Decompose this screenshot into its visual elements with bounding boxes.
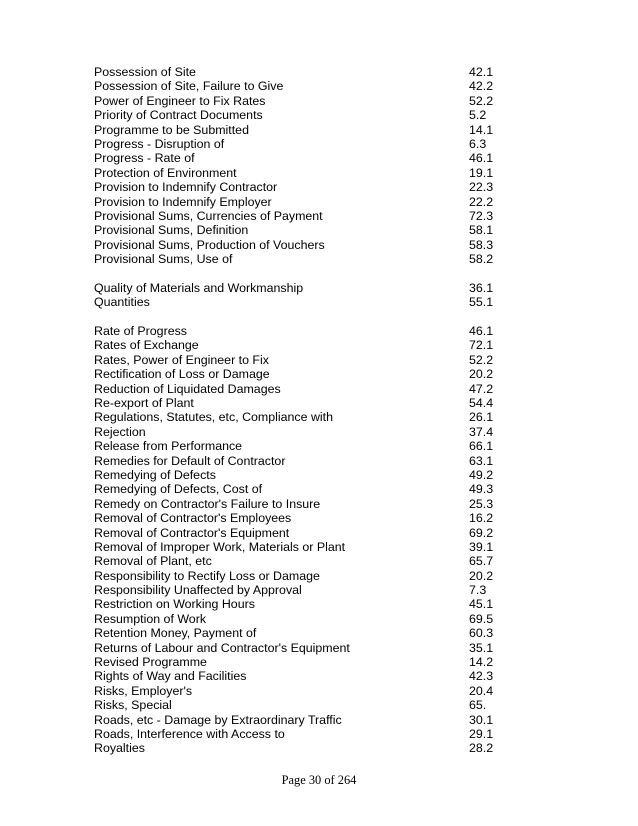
index-entry [94, 597, 504, 611]
clause-reference: 55.1 [469, 295, 494, 310]
clause-reference: 65.7 [469, 554, 494, 569]
index-term: Risks, Special [94, 698, 172, 713]
clause-reference: 46.1 [469, 151, 494, 166]
index-entry [94, 655, 504, 669]
index-entry [94, 526, 504, 540]
index-entry [94, 65, 504, 79]
index-entry [94, 669, 504, 683]
clause-reference: 49.2 [469, 467, 494, 482]
index-entry [94, 641, 504, 655]
index-entry [94, 410, 504, 424]
clause-reference: 37.4 [469, 424, 494, 439]
index-term: Re-export of Plant [94, 395, 194, 410]
index-term: Resumption of Work [94, 611, 207, 626]
index-entry [94, 583, 504, 597]
index-term: Responsibility to Rectify Loss or Damage [94, 568, 320, 583]
index-term: Roads, etc - Damage by Extraordinary Traffic [94, 712, 342, 727]
index-term: Retention Money, Payment of [94, 626, 257, 641]
index-entry [94, 454, 504, 468]
index-term: Quality of Materials and Workmanship [94, 280, 304, 295]
index-entry [94, 281, 504, 295]
clause-reference: 30.1 [469, 712, 494, 727]
index-entry [94, 626, 504, 640]
index-term: Protection of Environment [94, 165, 237, 180]
index-entry [94, 252, 504, 266]
index-entry [94, 353, 504, 367]
index-term: Roads, Interference with Access to [94, 726, 285, 741]
clause-reference: 29.1 [469, 726, 494, 741]
clause-reference: 58.1 [469, 223, 494, 238]
index-term: Remedy on Contractor's Failure to Insure [94, 496, 321, 511]
index-term: Rate of Progress [94, 324, 187, 339]
page-number-footer: Page 30 of 264 [281, 773, 357, 787]
clause-reference: 66.1 [469, 439, 494, 454]
index-entry [94, 209, 504, 223]
index-term: Rejection [94, 424, 146, 439]
index-term: Returns of Labour and Contractor's Equipment [94, 640, 350, 655]
index-term: Possession of Site [94, 65, 196, 79]
index-entry [94, 324, 504, 338]
index-entry [94, 727, 504, 741]
clause-reference: 63.1 [469, 453, 494, 468]
index-term: Remedying of Defects [94, 467, 216, 482]
index-term: Quantities [94, 295, 150, 310]
index-entry [94, 108, 504, 122]
clause-reference: 49.3 [469, 482, 494, 497]
clause-reference: 52.2 [469, 352, 494, 367]
clause-reference: 7.3 [469, 583, 487, 598]
clause-reference: 25.3 [469, 496, 494, 511]
clause-reference: 69.2 [469, 525, 494, 540]
index-term: Reduction of Liquidated Damages [94, 381, 281, 396]
index-entry [94, 569, 504, 583]
index-entry [94, 713, 504, 727]
index-term: Removal of Contractor's Employees [94, 511, 292, 526]
clause-reference: 47.2 [469, 381, 494, 396]
index-entry [94, 195, 504, 209]
clause-reference: 46.1 [469, 324, 494, 339]
index-term: Priority of Contract Documents [94, 108, 263, 123]
index-term: Regulations, Statutes, etc, Compliance with [94, 410, 333, 425]
index-group [94, 281, 504, 310]
clause-reference: 72.3 [469, 208, 494, 223]
index-term: Progress - Disruption of [94, 136, 225, 151]
clause-reference: 26.1 [469, 410, 494, 425]
clause-reference: 20.4 [469, 683, 494, 698]
index-term: Provisional Sums, Use of [94, 252, 233, 267]
clause-reference: 65. [469, 698, 487, 713]
clause-reference: 20.2 [469, 568, 494, 583]
index-entry [94, 482, 504, 496]
clause-reference: 45.1 [469, 597, 494, 612]
clause-reference: 16.2 [469, 511, 494, 526]
index-term: Rectification of Loss or Damage [94, 367, 270, 382]
index-term: Provisional Sums, Definition [94, 223, 249, 238]
index-term: Remedying of Defects, Cost of [94, 482, 263, 497]
index-entry [94, 554, 504, 568]
index-entry [94, 295, 504, 309]
index-term: Removal of Contractor's Equipment [94, 525, 290, 540]
clause-reference: 58.2 [469, 252, 494, 267]
index-term: Provisional Sums, Production of Vouchers [94, 237, 325, 252]
index-entry [94, 511, 504, 525]
clause-reference: 58.3 [469, 237, 494, 252]
index-entry [94, 425, 504, 439]
clause-reference: 52.2 [469, 93, 494, 108]
clause-reference: 22.3 [469, 180, 494, 195]
clause-reference: 35.1 [469, 640, 494, 655]
index-entry [94, 151, 504, 165]
index-term: Rights of Way and Facilities [94, 669, 247, 684]
index-term: Responsibility Unaffected by Approval [94, 583, 302, 598]
index-entry [94, 79, 504, 93]
index-term: Provision to Indemnify Contractor [94, 180, 278, 195]
index-entry [94, 123, 504, 137]
index-entry [94, 468, 504, 482]
index-term: Power of Engineer to Fix Rates [94, 93, 266, 108]
index-term: Royalties [94, 741, 145, 756]
index-group [94, 65, 504, 266]
index-entry [94, 684, 504, 698]
index-term: Removal of Plant, etc [94, 554, 212, 569]
index-term: Revised Programme [94, 655, 207, 670]
index-entry [94, 367, 504, 381]
index-entry [94, 137, 504, 151]
index-term: Remedies for Default of Contractor [94, 453, 286, 468]
clause-reference: 22.2 [469, 194, 494, 209]
clause-reference: 28.2 [469, 741, 494, 756]
index-group [94, 324, 504, 756]
clause-reference: 39.1 [469, 539, 494, 554]
index-entry [94, 382, 504, 396]
index-entry [94, 94, 504, 108]
index-term: Risks, Employer's [94, 683, 193, 698]
index-entry [94, 238, 504, 252]
index-entry [94, 497, 504, 511]
index-entry [94, 698, 504, 712]
clause-reference: 5.2 [469, 108, 487, 123]
index-term: Provisional Sums, Currencies of Payment [94, 208, 323, 223]
index-entry [94, 396, 504, 410]
index-term: Programme to be Submitted [94, 122, 249, 137]
clause-reference: 6.3 [469, 136, 487, 151]
index-entry [94, 439, 504, 453]
index-term: Rates of Exchange [94, 338, 199, 353]
index-entry [94, 180, 504, 194]
index-term: Possession of Site, Failure to Give [94, 79, 284, 94]
index-entry [94, 741, 504, 755]
clause-reference: 36.1 [469, 280, 494, 295]
clause-reference: 60.3 [469, 626, 494, 641]
index-term: Progress - Rate of [94, 151, 195, 166]
clause-reference: 42.1 [469, 65, 494, 79]
index-term: Rates, Power of Engineer to Fix [94, 352, 269, 367]
clause-reference: 14.2 [469, 655, 494, 670]
clause-reference: 42.3 [469, 669, 494, 684]
index-entry [94, 223, 504, 237]
clause-reference: 69.5 [469, 611, 494, 626]
clause-reference: 19.1 [469, 165, 494, 180]
index-entry [94, 540, 504, 554]
index-entry [94, 166, 504, 180]
index-term: Removal of Improper Work, Materials or Plant [94, 539, 346, 554]
clause-reference: 42.2 [469, 79, 494, 94]
clause-reference: 20.2 [469, 367, 494, 382]
index-entry [94, 612, 504, 626]
index-term: Release from Performance [94, 439, 243, 454]
index-listing [94, 65, 504, 756]
clause-reference: 14.1 [469, 122, 494, 137]
index-entry [94, 338, 504, 352]
index-term: Provision to Indemnify Employer [94, 194, 272, 209]
clause-reference: 54.4 [469, 395, 494, 410]
clause-reference: 72.1 [469, 338, 494, 353]
index-term: Restriction on Working Hours [94, 597, 255, 612]
